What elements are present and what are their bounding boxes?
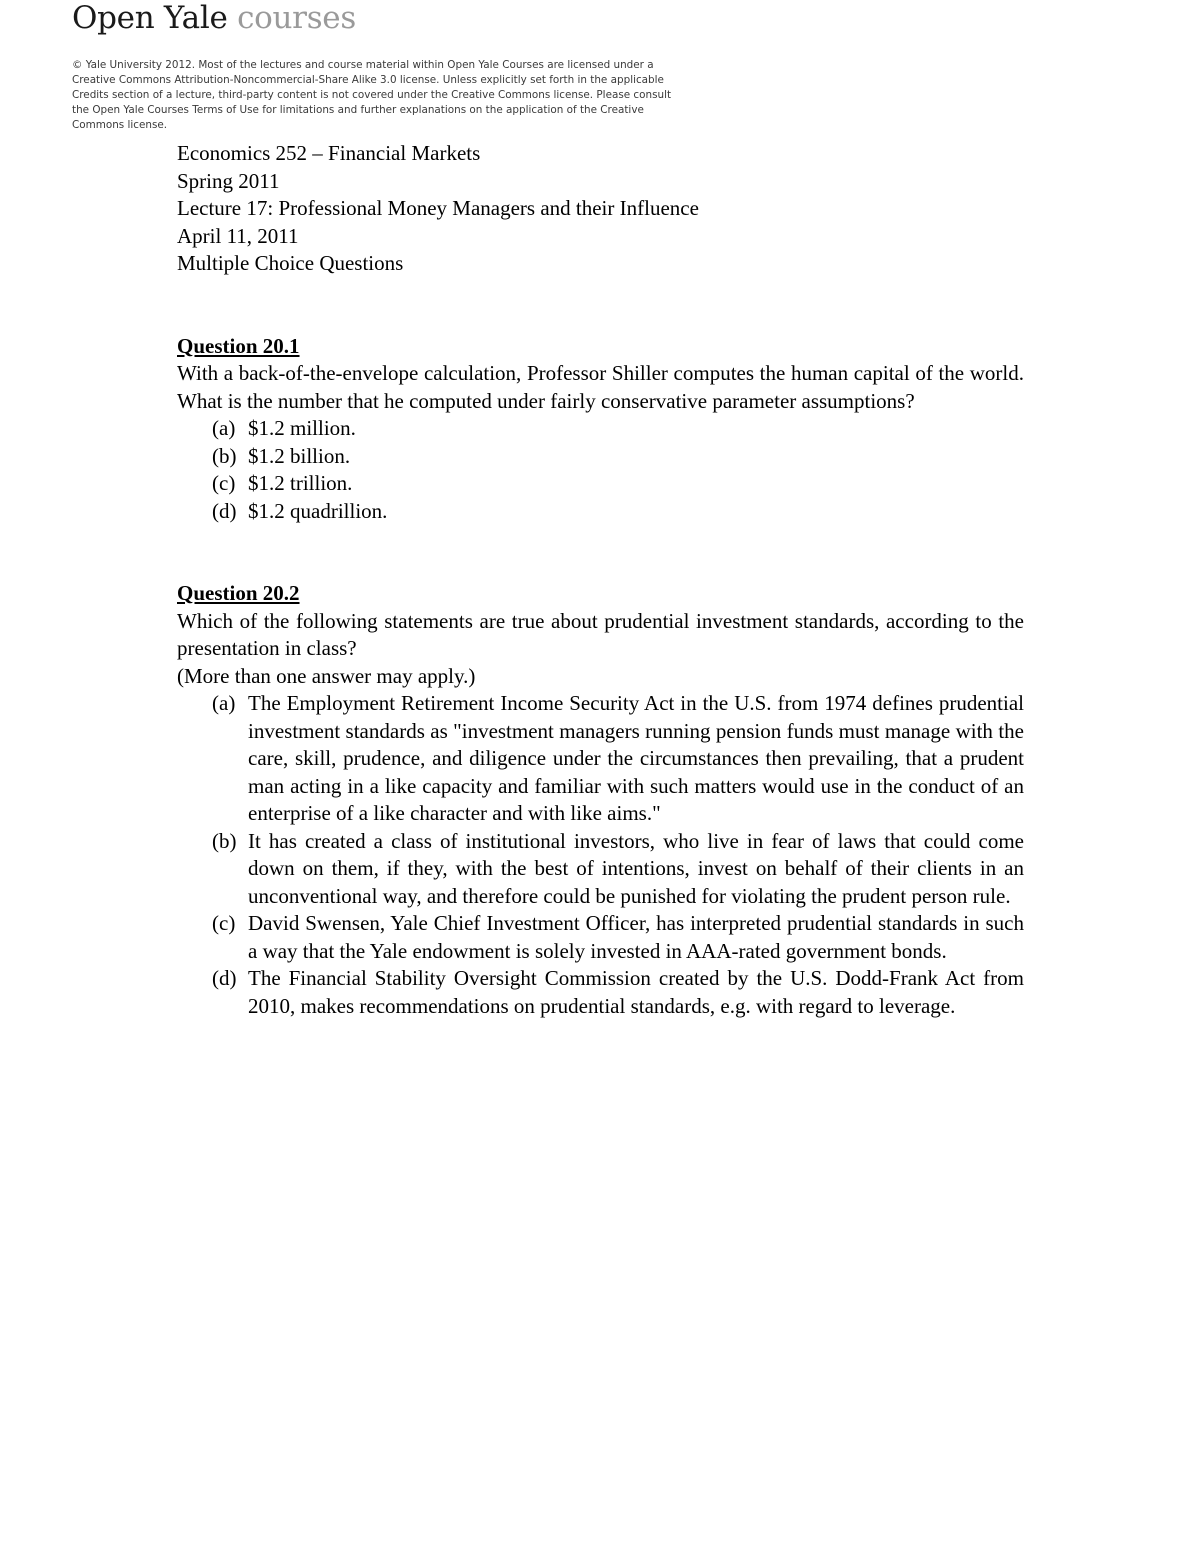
choice-letter: (c) [212,911,236,935]
choice-item [212,690,1024,828]
question-block [177,580,1024,1020]
choice-letter: (a) [212,416,236,440]
choice-text: David Swensen, Yale Chief Investment Officer, has interpreted prudential standards in such a way that the Yale endowment is solely invested in AAA-rated government bonds. [248,911,1024,963]
choice-text: $1.2 trillion. [248,471,353,495]
choice-letter: (d) [212,498,237,523]
license-notice: © Yale University 2012. Most of the lectures and course material within Open Yale Courses are licensed under a Creative Commons Attribution-Noncommercial-Share Alike 3.0 license. Unless explicitly set forth in the applicable Credits section of a lecture, third-party content is not covered under the Creative Commons license. Please consult the Open Yale Courses Terms of Use for limitations and further explanations on the application of the Creative Commons license. [72,59,672,130]
choice-letter: (d) [212,966,237,990]
choice-text: The Employment Retirement Income Security Act in the U.S. from 1974 defines prudential investment standards as "investment managers running pension funds must manage with the care, skill, prudence, and diligence under the circumstances then prevailing, that a prudent man acting in a like capacity and familiar with such matters would use in the conduct of an enterprise of a like character and with like aims." [248,691,1024,825]
question-title: Question 20.2 [177,581,300,605]
lecture-title: Lecture 17: Professional Money Managers and their Influence [177,196,699,220]
logo-brand-text: Open Yale [72,0,228,36]
choice-list [177,415,1024,525]
choice-letter: (a) [212,691,236,715]
open-yale-courses-logo [72,0,356,38]
choice-item [212,910,1024,965]
choice-text: $1.2 million. [248,416,356,440]
question-title: Question 20.1 [177,333,300,358]
question-text: With a back-of-the-envelope calculation, Professor Shiller computes the human capital of the world. What is the number that he computed under fairly conservative parameter assumptions? [177,361,1024,413]
course-title: Economics 252 – Financial Markets [177,141,481,165]
choice-item [212,828,1024,911]
choice-text: The Financial Stability Oversight Commission created by the U.S. Dodd-Frank Act from 2010, makes recommendations on prudential standards, e.g. with regard to leverage. [248,966,1024,1018]
section-title: Multiple Choice Questions [177,251,404,275]
question-block [177,333,1024,526]
choice-text: It has created a class of institutional investors, who live in fear of laws that could come down on them, if they, with the best of intentions, invest on behalf of their clients in an unconventional way, and therefore could be punished for violating the prudent person rule. [248,828,1024,908]
choice-letter: (b) [212,828,237,853]
question-text: Which of the following statements are true about prudential investment standards, according to the presentation in class? [177,608,1024,660]
choice-item [212,443,1024,471]
choice-item [212,498,1024,526]
choice-item [212,965,1024,1020]
choice-text: $1.2 billion. [248,443,351,468]
lecture-date: April 11, 2011 [177,223,299,248]
choice-letter: (b) [212,443,237,468]
choice-item [212,470,1024,498]
document-body [177,140,1024,1020]
choice-item [212,415,1024,443]
logo-sub-text: courses [237,0,356,36]
question-note: (More than one answer may apply.) [177,663,476,688]
choice-list [177,690,1024,1020]
choice-letter: (c) [212,471,236,495]
term: Spring 2011 [177,168,280,193]
choice-text: $1.2 quadrillion. [248,498,388,523]
